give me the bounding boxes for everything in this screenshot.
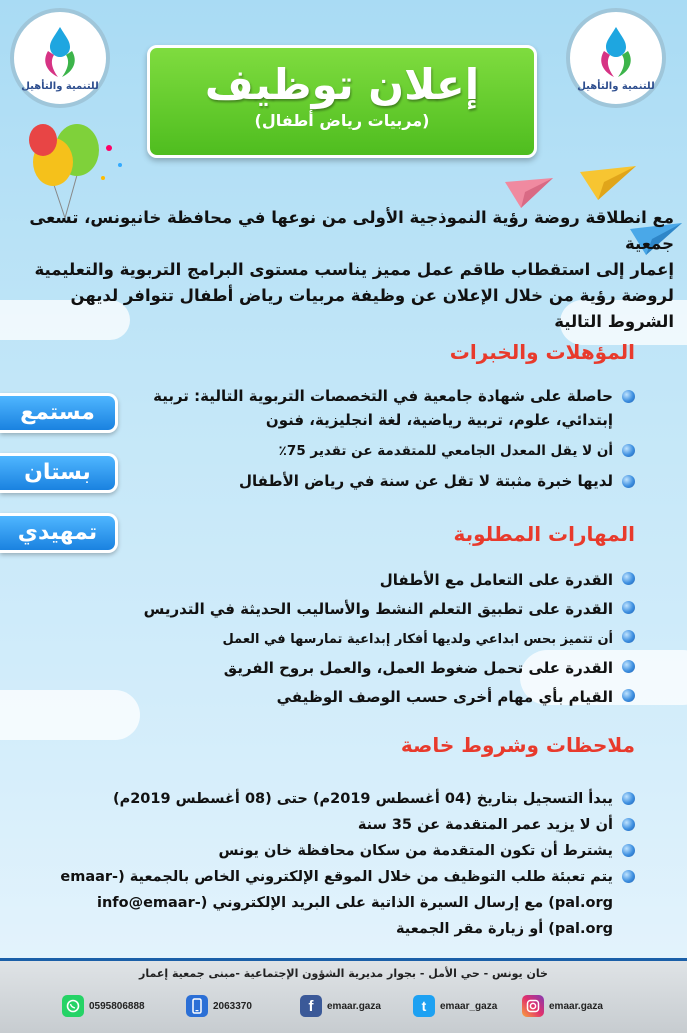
list-item: القدرة على تطبيق التعلم النشط والأساليب الحديثة في التدريس — [130, 595, 635, 624]
contact-whatsapp[interactable] — [62, 992, 145, 1020]
list-item: أن تتميز بحس ابداعي ولديها أفكار إبداعية تمارسها في العمل — [130, 624, 635, 654]
instagram-handle: emaar.gaza — [549, 1000, 603, 1012]
paper-plane-yellow-icon — [580, 166, 636, 202]
contact-facebook[interactable] — [300, 992, 381, 1020]
organization-logo-icon — [596, 25, 636, 79]
phone-icon — [186, 995, 208, 1017]
logo-text: للتنمية والتأهيل — [577, 80, 655, 92]
qualifications-heading: المؤهلات والخبرات — [449, 340, 635, 364]
bullet-icon — [622, 572, 635, 585]
facebook-handle: emaar.gaza — [327, 1000, 381, 1012]
page-title: إعلان توظيف — [204, 60, 480, 109]
whatsapp-number: 0595806888 — [89, 1000, 145, 1012]
bullet-icon — [622, 444, 635, 457]
contact-instagram[interactable] — [522, 992, 603, 1020]
bullet-icon — [622, 475, 635, 488]
organization-logo-icon — [40, 25, 80, 79]
title-banner — [147, 45, 537, 158]
facebook-icon: f — [300, 995, 322, 1017]
list-item: القدرة على التعامل مع الأطفال — [130, 566, 635, 595]
list-item: أن لا يزيد عمر المتقدمة عن 35 سنة — [60, 812, 635, 838]
notes-list — [60, 786, 635, 942]
list-item: يتم تعبئة طلب التوظيف من خلال الموقع الإلكتروني الخاص بالجمعية (emaar-pal.org) مع إرسال السيرة الذاتية على البريد الإلكتروني (info@emaar-pal.org) أو زيارة مقر الجمعية — [60, 864, 635, 942]
intro-paragraph — [14, 205, 674, 335]
footer-address: خان يونس - حي الأمل - بجوار مديرية الشؤون الإجتماعية -مبنى جمعية إعمار — [139, 967, 548, 980]
footer — [0, 958, 687, 1033]
side-button-mustama[interactable]: مستمع — [0, 393, 118, 433]
logo-right — [566, 8, 666, 108]
bullet-icon — [622, 844, 635, 857]
notes-heading: ملاحظات وشروط خاصة — [400, 733, 635, 757]
list-item: القدرة على تحمل ضغوط العمل، والعمل بروح الفريق — [130, 654, 635, 683]
intro-line: إعمار إلى استقطاب طاقم عمل مميز يناسب مستوى البرامج التربوية والتعليمية — [34, 260, 674, 279]
bullet-icon — [622, 792, 635, 805]
list-item: لديها خبرة مثبتة لا تقل عن سنة في رياض الأطفال — [130, 469, 635, 493]
twitter-handle: emaar_gaza — [440, 1000, 498, 1012]
bullet-icon — [622, 870, 635, 883]
page-subtitle: (مربيات رياض أطفال) — [254, 111, 430, 130]
list-item: يشترط أن تكون المتقدمة من سكان محافظة خان يونس — [60, 838, 635, 864]
list-item: يبدأ التسجيل بتاريخ (04 أغسطس 2019م) حتى (08 أغسطس 2019م) — [60, 786, 635, 812]
whatsapp-icon — [62, 995, 84, 1017]
bullet-icon — [622, 390, 635, 403]
bullet-icon — [622, 660, 635, 673]
instagram-icon — [522, 995, 544, 1017]
bullet-icon — [622, 689, 635, 702]
skills-list — [130, 566, 635, 712]
intro-line: لروضة رؤية من خلال الإعلان عن وظيفة مربيات رياض أطفال تتوافر لديهن الشروط التالية — [70, 286, 674, 331]
footer-contacts — [0, 992, 687, 1020]
bullet-icon — [622, 630, 635, 643]
side-button-tamhidi[interactable]: تمهيدي — [0, 513, 118, 553]
bullet-icon — [622, 601, 635, 614]
cloud-decoration — [0, 690, 140, 740]
bullet-icon — [622, 818, 635, 831]
logo-left — [10, 8, 110, 108]
phone-number: 2063370 — [213, 1000, 252, 1012]
list-item: القيام بأي مهام أخرى حسب الوصف الوظيفي — [130, 683, 635, 712]
skills-heading: المهارات المطلوبة — [453, 522, 635, 546]
qualifications-list — [130, 384, 635, 493]
intro-line: مع انطلاقة روضة رؤية النموذجية الأولى من نوعها في محافظة خانيونس، تسعى جمعية — [29, 208, 674, 253]
contact-phone[interactable] — [186, 992, 252, 1020]
contact-twitter[interactable] — [413, 992, 497, 1020]
side-button-bustan[interactable]: بستان — [0, 453, 118, 493]
list-item: حاصلة على شهادة جامعية في التخصصات التربوية التالية: تربية إبتدائي، علوم، تربية رياضية، لغة انجليزية، فنون — [130, 384, 635, 432]
logo-text: للتنمية والتأهيل — [21, 80, 99, 92]
twitter-icon: t — [413, 995, 435, 1017]
list-item: أن لا يقل المعدل الجامعي للمتقدمة عن تقدير 75٪ — [130, 438, 635, 463]
